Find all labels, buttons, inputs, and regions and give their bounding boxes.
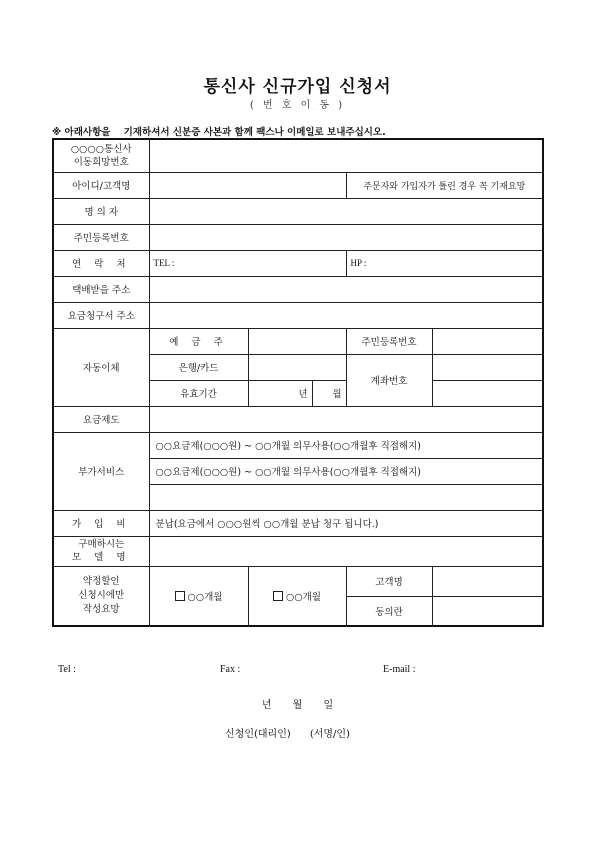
model-field[interactable]	[149, 536, 543, 566]
checkbox-icon[interactable]	[175, 591, 185, 601]
delivery-address-field[interactable]	[149, 276, 543, 302]
hp-prefix: HP :	[350, 258, 367, 268]
addon-option-3[interactable]	[149, 484, 543, 510]
form-subtitle: ( 번 호 이 동 )	[249, 100, 346, 111]
expiry-label: 유효기간	[149, 380, 248, 406]
consent-field[interactable]	[432, 596, 543, 626]
account-number-label: 계좌번호	[346, 354, 432, 406]
tel-field[interactable]	[149, 250, 346, 276]
rrn-label: 주민등록번호	[53, 224, 149, 250]
bank-card-label: 은행/카드	[149, 354, 248, 380]
contract-label	[53, 566, 149, 626]
customer-name-field[interactable]	[432, 566, 543, 596]
depositor-label: 예 금 주	[149, 328, 248, 354]
fee-value: 분납(요금에서 ○○○원씩 ○○개월 분납 청구 됩니다.)	[149, 510, 543, 536]
autopay-rrn-label: 주민등록번호	[346, 328, 432, 354]
contact-label: 연 락 처	[53, 250, 149, 276]
notice-text: ※ 아래사항을 기재하셔서 신분증 사본과 함께 팩스나 이메일로 보내주십시오.	[52, 127, 386, 138]
expiry-month-field[interactable]	[312, 380, 346, 406]
carrier-label-line1: ○○○○통신사	[70, 143, 132, 155]
footer-email: E-mail :	[383, 664, 416, 675]
carrier-label-line2: 이동희망번호	[73, 156, 129, 168]
account-number-field-1[interactable]	[432, 354, 543, 380]
addon-option-1[interactable]: ○○요금제(○○○원) ~ ○○개월 의무사용(○○개월후 직접해지)	[149, 432, 543, 458]
contract-label-line3: 작성요망	[82, 603, 120, 615]
contract-option-1-label: ○○개월	[187, 591, 223, 603]
form-title: 통신사 신규가입 신청서	[203, 77, 392, 97]
rrn-field[interactable]	[149, 224, 543, 250]
billing-address-field[interactable]	[149, 302, 543, 328]
plan-label: 요금제도	[53, 406, 149, 432]
contract-option-2-label: ○○개월	[286, 591, 321, 603]
footer-fax: Fax :	[220, 664, 241, 675]
model-label-line1: 구매하시는	[78, 539, 125, 550]
fee-label: 가 입 비	[53, 510, 149, 536]
contract-option-1[interactable]	[149, 566, 248, 626]
hp-field[interactable]	[346, 250, 543, 276]
account-number-field-2[interactable]	[432, 380, 543, 406]
contract-option-2[interactable]	[248, 566, 346, 626]
date-line: 년 월 일	[261, 700, 334, 711]
carrier-number-field[interactable]	[149, 139, 543, 172]
holder-field[interactable]	[149, 198, 543, 224]
tel-prefix: TEL :	[153, 258, 175, 268]
contract-label-line2: 신청시에만	[78, 589, 125, 601]
id-field[interactable]	[149, 172, 346, 198]
signature-line: 신청인(대리인) (서명/인)	[225, 729, 350, 740]
plan-field[interactable]	[149, 406, 543, 432]
autopay-rrn-field[interactable]	[432, 328, 543, 354]
addon-option-2[interactable]: ○○요금제(○○○원) ~ ○○개월 의무사용(○○개월후 직접해지)	[149, 458, 543, 484]
depositor-field[interactable]	[248, 328, 346, 354]
footer-tel: Tel :	[58, 664, 76, 675]
model-label-line2: 모 델 명	[71, 552, 131, 563]
model-label	[53, 536, 149, 566]
application-form-table	[52, 138, 544, 627]
carrier-number-label	[53, 139, 149, 172]
addon-label: 부가서비스	[53, 432, 149, 510]
month-unit: 월	[332, 389, 342, 400]
checkbox-icon[interactable]	[273, 591, 283, 601]
holder-label: 명 의 자	[53, 198, 149, 224]
autopay-label: 자동이체	[53, 328, 149, 406]
id-label: 아이디/고객명	[53, 172, 149, 198]
billing-address-label: 요금청구서 주소	[53, 302, 149, 328]
id-note: 주문자와 가입자가 틀린 경우 꼭 기재요망	[346, 172, 543, 198]
bank-card-field[interactable]	[248, 354, 346, 380]
customer-name-label: 고객명	[346, 566, 432, 596]
expiry-year-field[interactable]	[248, 380, 312, 406]
contract-label-line1: 약정할인	[82, 575, 120, 587]
delivery-address-label: 택배받을 주소	[53, 276, 149, 302]
year-unit: 년	[298, 389, 308, 400]
consent-label: 동의란	[346, 596, 432, 626]
